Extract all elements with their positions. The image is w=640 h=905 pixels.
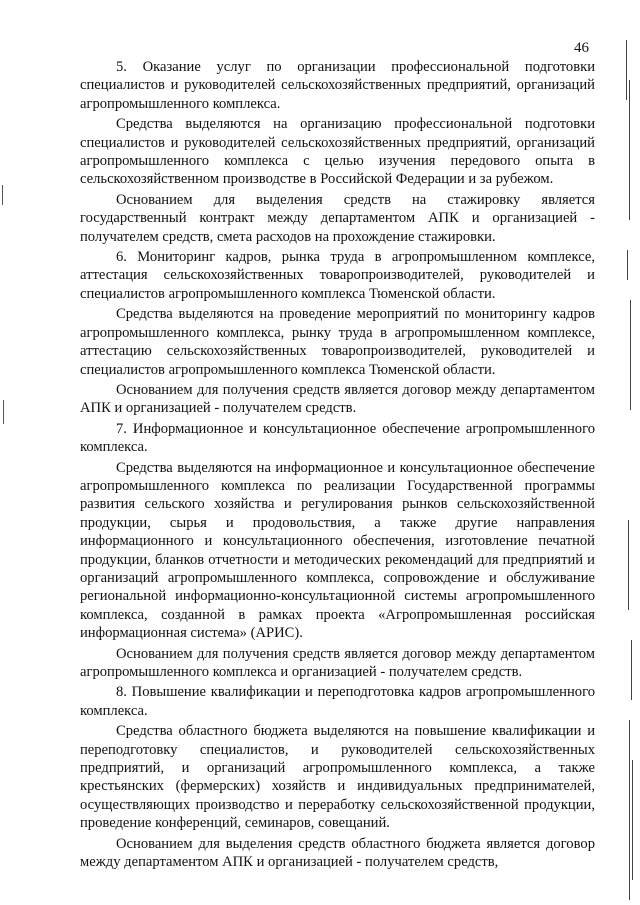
paragraph: Основанием для выделения средств областного бюджета является договор между департаментом АПК и организацией - получателем средств, xyxy=(80,835,595,871)
paragraph: Средства выделяются на информационное и консультационное обеспечение агропромышленного комплекса по реализации Государственной программы развития сельского хозяйства и регулирования рынков сельскохозяйственной продукции, сырья и продовольствия, а также другие направления информационного и консультационного обеспечения, изготовление печатной продукции, бланков отчетности и методических рекомендаций для предприятий и организаций агропромышленного комплекса, сопровождение и обслуживание региональной информационно-консультационной системы агропромышленного комплекса, созданной в рамках проекта «Агропромышленная российская информационная система» (АРИС). xyxy=(80,459,595,642)
page-number: 46 xyxy=(574,40,589,56)
paragraph: Основанием для выделения средств на стажировку является государственный контракт между департаментом АПК и организацией - получателем средств, смета расходов на прохождение стажировки. xyxy=(80,191,595,245)
paragraph: 6. Мониторинг кадров, рынка труда в агропромышленном комплексе, аттестация сельскохозяйственных товаропроизводителей, руководителей и специалистов агропромышленного комплекса Тюменской области. xyxy=(80,249,595,302)
paragraph: Средства выделяются на организацию профессиональной подготовки специалистов и руководителей сельскохозяйственных предприятий, организаций агропромышленного комплекса с целью изучения передового опыта в сельскохозяйственном производстве в Российской Федерации и за рубежом. xyxy=(80,116,595,188)
scan-edge-artifact xyxy=(624,0,634,905)
paragraph: Средства областного бюджета выделяются на повышение квалификации и переподготовку специалистов, и руководителей сельскохозяйственных предприятий, и организаций агропромышленного комплекса, а также крестьянских (фермерских) хозяйств и индивидуальных предпринимателей, осуществляющих производство и переработку сельскохозяйственной продукции, проведение конференций, семинаров, совещаний. xyxy=(80,723,595,832)
paragraph: Основанием для получения средств является договор между департаментом агропромышленного комплекса и организацией - получателем средств. xyxy=(80,645,595,680)
paragraph: 5. Оказание услуг по организации профессиональной подготовки специалистов и руководителей сельскохозяйственных предприятий, организаций агропромышленного комплекса. xyxy=(80,59,595,112)
paragraph: 7. Информационное и консультационное обеспечение агропромышленного комплекса. xyxy=(80,420,595,456)
paragraph: Основанием для получения средств является договор между департаментом АПК и организацией - получателем средств. xyxy=(80,381,595,417)
scan-edge-artifact xyxy=(0,0,6,905)
paragraph: 8. Повышение квалификации и переподготовка кадров агропромышленного комплекса. xyxy=(80,684,595,719)
document-body xyxy=(80,58,595,873)
paragraph: Средства выделяются на проведение мероприятий по мониторингу кадров агропромышленного комплекса, рынку труда в агропромышленном комплексе, аттестацию сельскохозяйственных товаропроизводителей, руководителей и специалистов агропромышленного комплекса Тюменской области. xyxy=(80,306,595,378)
